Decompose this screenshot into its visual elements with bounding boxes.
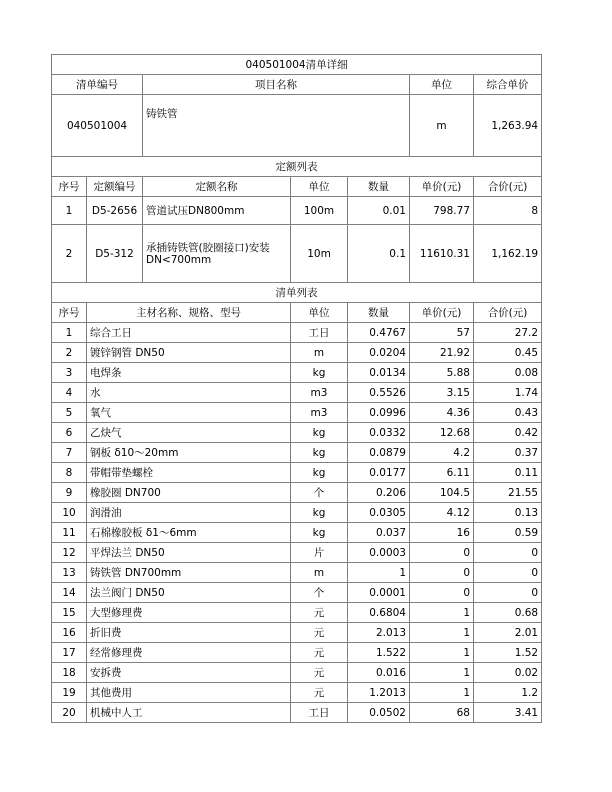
material-qty: 0.0003 — [348, 543, 410, 563]
material-unit: 元 — [291, 623, 348, 643]
material-total: 0.37 — [474, 443, 542, 463]
quota-name: 管道试压DN800mm — [143, 197, 291, 225]
material-unit: 元 — [291, 683, 348, 703]
material-unit: 元 — [291, 643, 348, 663]
material-header-no: 序号 — [52, 303, 87, 323]
material-unit: 元 — [291, 663, 348, 683]
material-unit: 个 — [291, 483, 348, 503]
material-row — [52, 363, 542, 383]
material-name: 折旧费 — [87, 623, 291, 643]
material-total: 27.2 — [474, 323, 542, 343]
material-name: 经常修理费 — [87, 643, 291, 663]
material-no: 2 — [52, 343, 87, 363]
material-name: 平焊法兰 DN50 — [87, 543, 291, 563]
material-header-name: 主材名称、规格、型号 — [87, 303, 291, 323]
material-price: 1 — [410, 623, 474, 643]
quota-header-unit: 单位 — [291, 177, 348, 197]
material-total: 0 — [474, 583, 542, 603]
material-no: 4 — [52, 383, 87, 403]
material-price: 4.36 — [410, 403, 474, 423]
material-no: 9 — [52, 483, 87, 503]
material-price: 1 — [410, 683, 474, 703]
material-price: 68 — [410, 703, 474, 723]
quota-price: 11610.31 — [410, 225, 474, 283]
material-total: 21.55 — [474, 483, 542, 503]
header-price: 综合单价 — [474, 75, 542, 95]
material-row — [52, 343, 542, 363]
header-unit: 单位 — [410, 75, 474, 95]
material-row — [52, 523, 542, 543]
quota-price: 798.77 — [410, 197, 474, 225]
quota-name: 承插铸铁管(胶圈接口)安装 DN<700mm — [143, 225, 291, 283]
quota-header-name: 定额名称 — [143, 177, 291, 197]
material-unit: m — [291, 343, 348, 363]
item-name: 铸铁管 — [143, 95, 410, 157]
material-total: 0 — [474, 563, 542, 583]
material-name: 机械中人工 — [87, 703, 291, 723]
item-code: 040501004 — [52, 95, 143, 157]
material-total: 1.2 — [474, 683, 542, 703]
material-section-title: 清单列表 — [52, 283, 542, 303]
material-no: 13 — [52, 563, 87, 583]
material-unit: kg — [291, 523, 348, 543]
material-qty: 0.0001 — [348, 583, 410, 603]
material-qty: 2.013 — [348, 623, 410, 643]
quota-no: 2 — [52, 225, 87, 283]
material-header-qty: 数量 — [348, 303, 410, 323]
material-row — [52, 323, 542, 343]
material-price: 1 — [410, 643, 474, 663]
material-price: 21.92 — [410, 343, 474, 363]
material-row — [52, 583, 542, 603]
material-qty: 0.0305 — [348, 503, 410, 523]
material-total: 0.02 — [474, 663, 542, 683]
quota-no: 1 — [52, 197, 87, 225]
quota-header-price: 单价(元) — [410, 177, 474, 197]
material-unit: m3 — [291, 403, 348, 423]
material-qty: 0.0134 — [348, 363, 410, 383]
material-total: 0.11 — [474, 463, 542, 483]
quota-section-title: 定额列表 — [52, 157, 542, 177]
material-no: 18 — [52, 663, 87, 683]
quota-qty: 0.1 — [348, 225, 410, 283]
material-qty: 0.0332 — [348, 423, 410, 443]
material-total: 2.01 — [474, 623, 542, 643]
material-name: 橡胶圈 DN700 — [87, 483, 291, 503]
quota-code: D5-2656 — [87, 197, 143, 225]
material-qty: 0.206 — [348, 483, 410, 503]
material-unit: kg — [291, 363, 348, 383]
material-qty: 0.037 — [348, 523, 410, 543]
material-qty: 1 — [348, 563, 410, 583]
material-unit: m3 — [291, 383, 348, 403]
material-unit: 片 — [291, 543, 348, 563]
material-name: 钢板 δ10～20mm — [87, 443, 291, 463]
material-qty: 1.522 — [348, 643, 410, 663]
detail-table — [51, 54, 542, 723]
material-row — [52, 503, 542, 523]
material-row — [52, 423, 542, 443]
material-price: 1 — [410, 663, 474, 683]
material-unit: 工日 — [291, 703, 348, 723]
quota-qty: 0.01 — [348, 197, 410, 225]
material-name: 铸铁管 DN700mm — [87, 563, 291, 583]
material-qty: 1.2013 — [348, 683, 410, 703]
material-price: 1 — [410, 603, 474, 623]
material-qty: 0.016 — [348, 663, 410, 683]
material-row — [52, 463, 542, 483]
material-price: 4.2 — [410, 443, 474, 463]
material-total: 0.43 — [474, 403, 542, 423]
material-header-total: 合价(元) — [474, 303, 542, 323]
material-no: 20 — [52, 703, 87, 723]
material-row — [52, 683, 542, 703]
material-row — [52, 483, 542, 503]
header-code: 清单编号 — [52, 75, 143, 95]
material-total: 0.45 — [474, 343, 542, 363]
material-qty: 0.6804 — [348, 603, 410, 623]
material-no: 15 — [52, 603, 87, 623]
quota-code: D5-312 — [87, 225, 143, 283]
material-total: 1.52 — [474, 643, 542, 663]
material-no: 3 — [52, 363, 87, 383]
material-no: 12 — [52, 543, 87, 563]
material-no: 8 — [52, 463, 87, 483]
material-price: 57 — [410, 323, 474, 343]
material-header-price: 单价(元) — [410, 303, 474, 323]
material-name: 乙炔气 — [87, 423, 291, 443]
material-price: 5.88 — [410, 363, 474, 383]
material-total: 0.13 — [474, 503, 542, 523]
material-name: 带帽带垫螺栓 — [87, 463, 291, 483]
material-price: 6.11 — [410, 463, 474, 483]
material-no: 16 — [52, 623, 87, 643]
material-unit: 元 — [291, 603, 348, 623]
material-no: 11 — [52, 523, 87, 543]
material-unit: 工日 — [291, 323, 348, 343]
material-row — [52, 563, 542, 583]
material-header-unit: 单位 — [291, 303, 348, 323]
material-total: 0.08 — [474, 363, 542, 383]
material-no: 7 — [52, 443, 87, 463]
item-unit: m — [410, 95, 474, 157]
material-price: 0 — [410, 583, 474, 603]
material-qty: 0.0204 — [348, 343, 410, 363]
quota-header-total: 合价(元) — [474, 177, 542, 197]
quota-header-no: 序号 — [52, 177, 87, 197]
material-name: 安拆费 — [87, 663, 291, 683]
material-qty: 0.0996 — [348, 403, 410, 423]
material-name: 其他费用 — [87, 683, 291, 703]
material-unit: kg — [291, 423, 348, 443]
material-qty: 0.0177 — [348, 463, 410, 483]
material-no: 17 — [52, 643, 87, 663]
material-price: 0 — [410, 563, 474, 583]
material-name: 电焊条 — [87, 363, 291, 383]
quota-total: 1,162.19 — [474, 225, 542, 283]
material-unit: kg — [291, 443, 348, 463]
material-qty: 0.5526 — [348, 383, 410, 403]
material-price: 0 — [410, 543, 474, 563]
material-no: 14 — [52, 583, 87, 603]
material-unit: kg — [291, 463, 348, 483]
material-total: 0.59 — [474, 523, 542, 543]
material-row — [52, 623, 542, 643]
material-no: 1 — [52, 323, 87, 343]
material-no: 10 — [52, 503, 87, 523]
material-name: 大型修理费 — [87, 603, 291, 623]
material-row — [52, 383, 542, 403]
quota-unit: 10m — [291, 225, 348, 283]
material-no: 19 — [52, 683, 87, 703]
material-name: 综合工日 — [87, 323, 291, 343]
material-unit: m — [291, 563, 348, 583]
item-price: 1,263.94 — [474, 95, 542, 157]
material-row — [52, 643, 542, 663]
material-name: 镀锌钢管 DN50 — [87, 343, 291, 363]
quota-total: 8 — [474, 197, 542, 225]
material-name: 润滑油 — [87, 503, 291, 523]
material-price: 104.5 — [410, 483, 474, 503]
material-name: 法兰阀门 DN50 — [87, 583, 291, 603]
material-unit: 个 — [291, 583, 348, 603]
material-total: 0 — [474, 543, 542, 563]
page-title: 040501004清单详细 — [52, 55, 542, 75]
material-row — [52, 703, 542, 723]
material-name: 氧气 — [87, 403, 291, 423]
material-name: 石棉橡胶板 δ1～6mm — [87, 523, 291, 543]
material-price: 16 — [410, 523, 474, 543]
material-price: 4.12 — [410, 503, 474, 523]
material-qty: 0.4767 — [348, 323, 410, 343]
material-unit: kg — [291, 503, 348, 523]
material-row — [52, 443, 542, 463]
material-total: 0.68 — [474, 603, 542, 623]
material-row — [52, 603, 542, 623]
material-row — [52, 403, 542, 423]
material-price: 3.15 — [410, 383, 474, 403]
material-price: 12.68 — [410, 423, 474, 443]
material-name: 水 — [87, 383, 291, 403]
quota-header-code: 定额编号 — [87, 177, 143, 197]
material-total: 1.74 — [474, 383, 542, 403]
material-total: 3.41 — [474, 703, 542, 723]
material-no: 6 — [52, 423, 87, 443]
material-row — [52, 543, 542, 563]
header-name: 项目名称 — [143, 75, 410, 95]
material-total: 0.42 — [474, 423, 542, 443]
quota-header-qty: 数量 — [348, 177, 410, 197]
material-qty: 0.0502 — [348, 703, 410, 723]
material-row — [52, 663, 542, 683]
material-qty: 0.0879 — [348, 443, 410, 463]
material-no: 5 — [52, 403, 87, 423]
quota-unit: 100m — [291, 197, 348, 225]
